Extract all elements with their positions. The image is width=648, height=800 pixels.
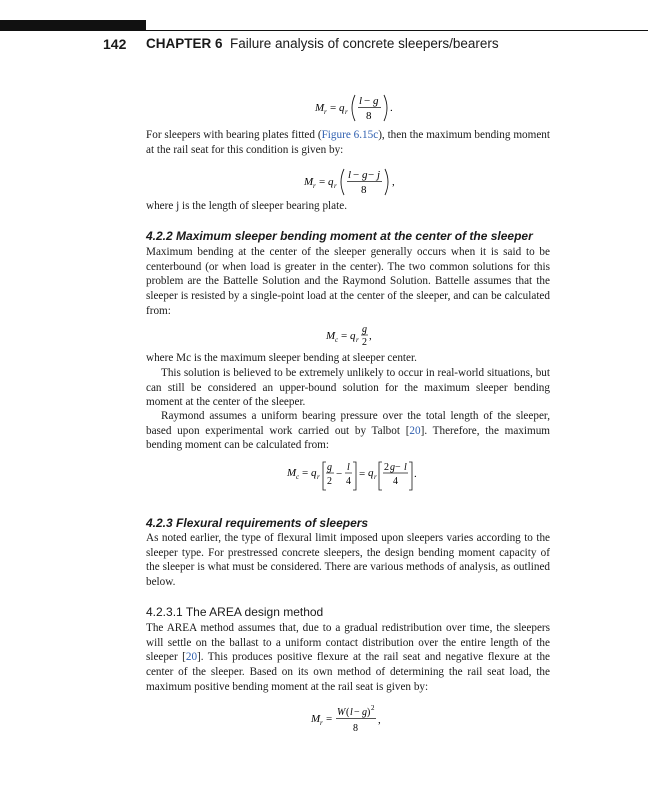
page-number: 142 [103,36,127,52]
svg-text:c: c [335,336,339,344]
reference-link-20[interactable]: 20 [409,424,421,437]
svg-text:−: − [368,169,375,181]
paragraph-bearing-plates [146,128,550,157]
svg-text:(: ( [346,707,350,718]
svg-text:g: g [362,169,368,181]
svg-text:c: c [296,473,300,481]
svg-text:l: l [347,462,350,473]
svg-text:−: − [354,707,360,718]
svg-text:r: r [313,182,316,190]
svg-text:2: 2 [384,462,389,473]
svg-text:M: M [326,330,336,342]
para8-text-b: ]. This produces positive flexure at the rail seat and negative flexure at the center of the sleeper. Based on its own method of determining the rail seat load, the maximum positive bending moment at the rail seat is given by: [146,651,550,693]
svg-text:4: 4 [346,476,351,487]
paragraph-area-method [146,621,550,695]
header-rule [146,30,648,31]
para1-text-a: For sleepers with bearing plates fitted ( [146,129,322,141]
svg-text:.: . [390,102,393,114]
svg-text:q: q [311,467,317,479]
chapter-title: Failure analysis of concrete sleepers/bearers [230,36,499,51]
svg-text:M: M [311,713,321,725]
svg-text:r: r [334,182,337,190]
svg-text:=: = [302,467,309,479]
equation-5 [311,702,391,738]
svg-text:M: M [287,467,297,479]
running-header [146,36,499,51]
svg-text:r: r [374,473,377,481]
svg-text:−: − [336,468,343,480]
svg-text:−: − [364,95,371,107]
svg-text:−: − [353,169,360,181]
svg-text:M: M [315,102,325,114]
svg-text:j: j [377,169,381,181]
svg-text:r: r [317,473,320,481]
svg-text:): ) [367,707,371,718]
svg-text:g: g [362,324,367,335]
svg-text:=: = [326,713,333,725]
paragraph-upper-bound: This solution is believed to be extremely unlikely to occur in real-world situations, but can still be considered an upper-bound solution for the maximum sleeper bending moment at the center of the sleeper. [146,367,550,409]
svg-text:=: = [341,330,348,342]
svg-text:l: l [348,169,352,181]
section-4-2-2-heading: 4.2.2 Maximum sleeper bending moment at the center of the sleeper [146,229,533,243]
figure-link[interactable]: Figure 6.15c [321,129,379,141]
svg-text:l: l [359,95,363,107]
svg-text:,: , [392,176,395,188]
paragraph-centerbound: Maximum bending at the center of the sleeper generally occurs when it is said to be centerbound (or when load is greater in the center). The two common solutions for this problem are the Battelle Solution and the Raymond Solution. Battelle assumes that the sleeper is resisted by a single-point load at the center of the sleeper, and can be calculated from: [146,246,550,317]
svg-text:q: q [350,330,356,342]
section-4-2-3-1-heading: 4.2.3.1 The AREA design method [146,605,324,619]
svg-text:2: 2 [362,337,367,348]
para6-text-a: Raymond assumes a uniform bearing pressure over the total length of the sleeper, based upon experimental work carried out by Talbot [ [146,410,550,437]
section-4-2-3-heading: 4.2.3 Flexural requirements of sleepers [146,516,369,530]
svg-text:l: l [404,462,407,473]
svg-text:4: 4 [393,476,398,487]
svg-text:q: q [339,102,345,114]
paragraph-bearing-plate-length: where j is the length of sleeper bearing plate. [146,200,347,212]
svg-text:M: M [304,176,314,188]
svg-text:g: g [390,462,395,473]
svg-text:8: 8 [361,184,367,196]
para8-text-a: The AREA method assumes that, due to a gradual redistribution over time, the sleepers will settle on the ballast to a uniform contact distribution over the entire length of the sleeper [ [146,622,550,664]
svg-text:q: q [368,467,374,479]
svg-text:2: 2 [371,704,375,712]
svg-text:r: r [320,719,323,727]
paragraph-flexural-limit: As noted earlier, the type of flexural limit imposed upon sleepers varies according to the sleeper type. For prestressed concrete sleepers, the design bending moment capacity of the sleeper is what must be considered. There are various methods of analysis, as outlined below. [146,532,550,589]
svg-text:8: 8 [353,723,358,734]
reference-link-20b[interactable]: 20 [185,651,198,664]
svg-text:2: 2 [327,476,332,487]
svg-text:W: W [337,707,346,718]
equation-1 [315,89,405,129]
para1-text-b: ), then the maximum bending moment at the rail seat for this condition is given by: [146,129,550,156]
equation-2 [304,163,414,203]
svg-text:l: l [350,707,353,718]
svg-text:=: = [330,102,337,114]
svg-text:r: r [324,108,327,116]
svg-text:g: g [327,462,332,473]
svg-text:=: = [359,468,366,480]
svg-text:r: r [345,108,348,116]
svg-text:.: . [414,468,417,480]
svg-text:,: , [378,714,381,726]
paragraph-raymond [146,409,550,453]
chapter-label: CHAPTER 6 [146,36,223,51]
svg-text:g: g [362,707,367,718]
paragraph-mc-definition: where Mc is the maximum sleeper bending at sleeper center. [146,352,417,364]
equation-4 [287,458,427,494]
header-bar [0,20,146,31]
svg-text:−: − [395,462,401,473]
svg-text:8: 8 [366,110,372,122]
svg-text:=: = [319,176,326,188]
svg-text:g: g [373,95,379,107]
para6-text-b: ]. Therefore, the maximum bending moment can be calculated from: [146,424,550,452]
svg-text:,: , [369,330,372,342]
svg-text:q: q [328,176,334,188]
svg-text:r: r [356,336,359,344]
